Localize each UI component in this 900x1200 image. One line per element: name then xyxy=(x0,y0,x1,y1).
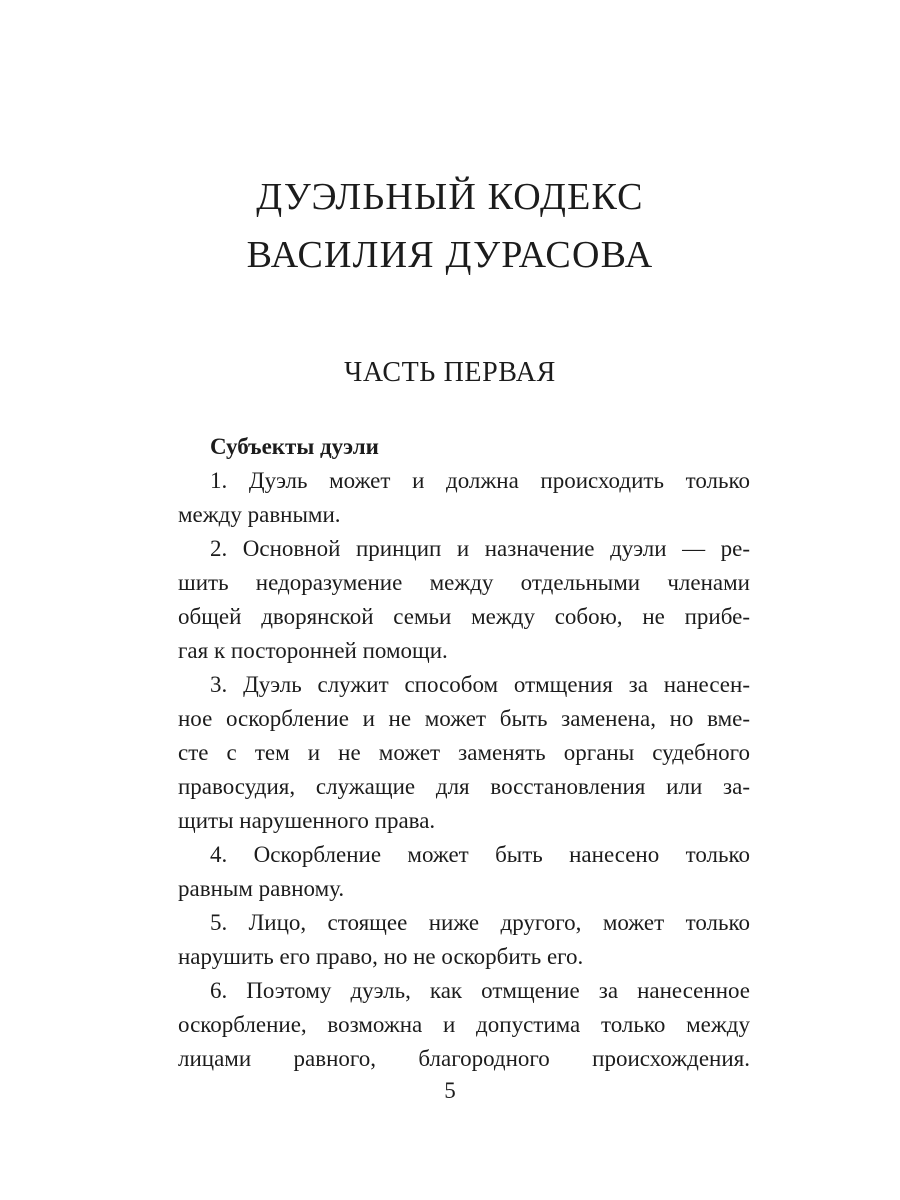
text-line: щиты нарушенного права. xyxy=(178,808,436,833)
text-line: 4. Оскорбление может быть нанесено только xyxy=(210,842,750,867)
section-heading: Субъекты дуэли xyxy=(210,434,379,459)
part-title: ЧАСТЬ ПЕРВАЯ xyxy=(344,357,556,388)
body-text xyxy=(178,430,750,1076)
text-line: нарушить его право, но не оскорбить его. xyxy=(178,944,584,969)
page-number: 5 xyxy=(444,1078,456,1103)
text-line: ное оскорбление и не может быть заменена, но вме- xyxy=(178,706,750,731)
text-line: оскорбление, возможна и допустима только между xyxy=(178,1012,750,1037)
text-line: лицами равного, благородного происхождения. xyxy=(178,1046,750,1071)
text-line: правосудия, служащие для восстановления или за- xyxy=(178,774,750,799)
text-line: 3. Дуэль служит способом отмщения за нанесен- xyxy=(210,672,750,697)
title-line-1: ДУЭЛЬНЫЙ КОДЕКС xyxy=(256,176,644,218)
text-line: сте с тем и не может заменять органы судебного xyxy=(178,740,750,765)
text-line: 2. Основной принцип и назначение дуэли — ре- xyxy=(210,536,750,561)
text-line: равным равному. xyxy=(178,876,345,901)
text-line: между равными. xyxy=(178,502,341,527)
text-line: гая к посторонней помощи. xyxy=(178,638,448,663)
book-title xyxy=(0,168,900,284)
text-line: 1. Дуэль может и должна происходить только xyxy=(210,468,750,493)
text-line: общей дворянской семьи между собою, не прибе- xyxy=(178,604,750,629)
title-line-2: ВАСИЛИЯ ДУРАСОВА xyxy=(246,234,654,276)
text-line: шить недоразумение между отдельными членами xyxy=(178,570,750,595)
text-line: 6. Поэтому дуэль, как отмщение за нанесенное xyxy=(210,978,750,1003)
text-line: 5. Лицо, стоящее ниже другого, может только xyxy=(210,910,750,935)
